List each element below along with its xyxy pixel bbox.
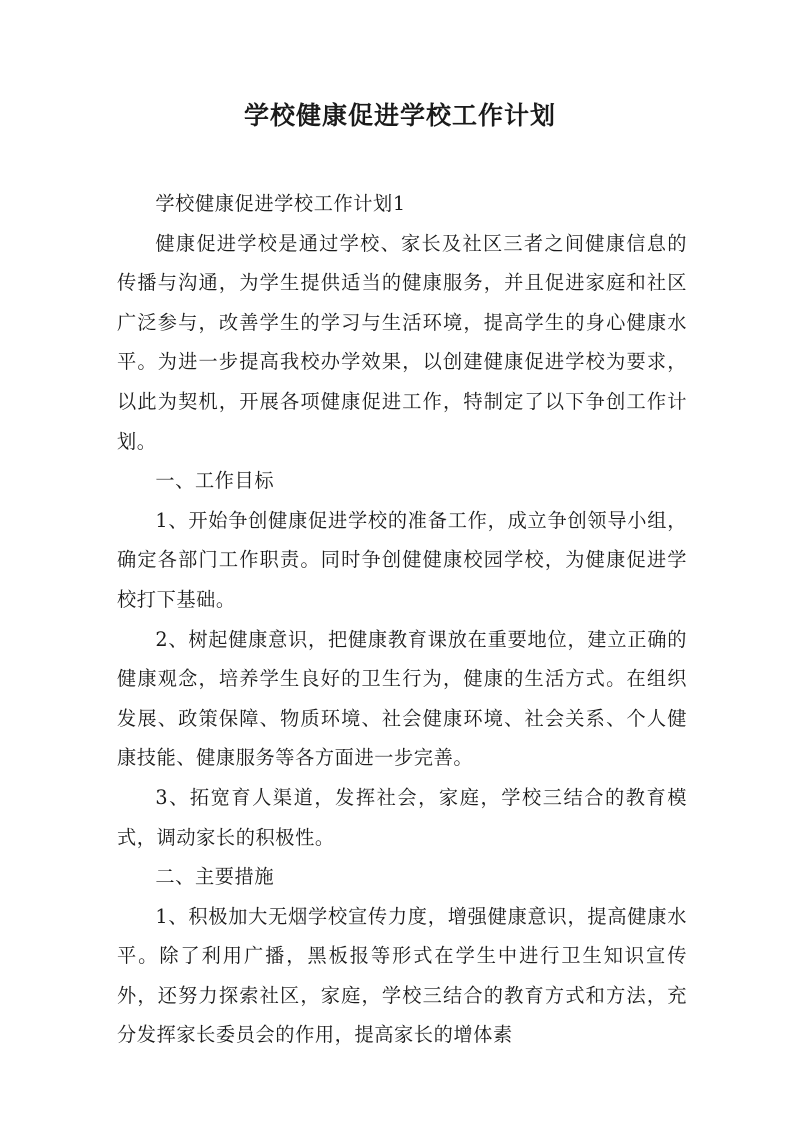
subtitle-paragraph: 学校健康促进学校工作计划1 [155, 192, 406, 215]
goal-item-1: 1、开始争创健康促进学校的准备工作，成立争创领导小组，确定各部门工作职责。同时争创健健康校园学校，为健康促进学校打下基础。 [117, 508, 687, 611]
intro-paragraph: 健康促进学校是通过学校、家长及社区三者之间健康信息的传播与沟通，为学生提供适当的健康服务，并且促进家庭和社区广泛参与，改善学生的学习与生活环境，提高学生的身心健康水平。为进一步提高我校办学效果，以创建健康促进学校为要求，以此为契机，开展各项健康促进工作，特制定了以下争创工作计划。 [117, 231, 687, 453]
goal-item-3: 3、拓宽育人渠道，发挥社会，家庭，学校三结合的教育模式，调动家长的积极性。 [117, 785, 687, 849]
section-heading-measures: 二、主要措施 [155, 865, 275, 889]
document-body [117, 184, 687, 1055]
section-heading-goals: 一、工作目标 [155, 469, 275, 493]
document-title: 学校健康促进学校工作计划 [243, 101, 556, 130]
measure-item-1: 1、积极加大无烟学校宣传力度，增强健康意识，提高健康水平。除了利用广播，黑板报等形式在学生中进行卫生知识宣传外，还努力探索社区，家庭，学校三结合的教育方式和方法，充分发挥家长委员会的作用，提高家长的增体素 [117, 904, 687, 1047]
goal-item-2: 2、树起健康意识，把健康教育课放在重要地位，建立正确的健康观念，培养学生良好的卫生行为，健康的生活方式。在组织发展、政策保障、物质环境、社会健康环境、社会关系、个人健康技能、健康服务等各方面进一步完善。 [117, 627, 687, 770]
